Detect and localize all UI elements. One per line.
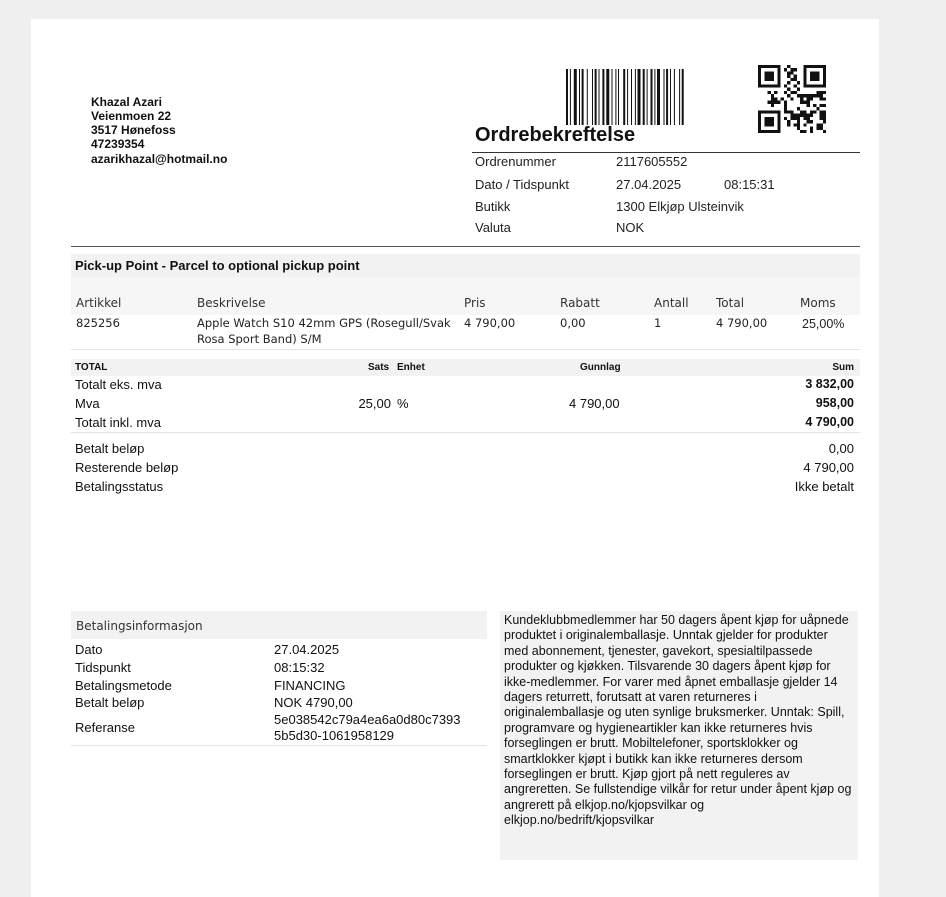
total-inc-vat: 4 790,00 — [805, 415, 854, 429]
col-description: Beskrivelse — [197, 296, 266, 310]
pay-method: FINANCING — [274, 678, 346, 693]
customer-name: Khazal Azari — [91, 95, 162, 109]
qr-code — [758, 65, 826, 133]
order-date: 27.04.2025 — [616, 177, 682, 192]
pay-date-label: Dato — [75, 642, 103, 657]
pay-time-label: Tidspunkt — [75, 660, 131, 675]
barcode — [566, 69, 718, 125]
remaining-amount: 4 790,00 — [803, 460, 854, 475]
pay-method-label: Betalingsmetode — [75, 678, 172, 693]
title-divider — [472, 152, 860, 153]
customer-phone: 47239354 — [91, 137, 145, 151]
return-terms: Kundeklubbmedlemmer har 50 dagers åpent kjøp for uåpnede produktet i originalemballasje. Unntak gjelder for produkter med abonnement, tjenester, gavekort, spesialtilpassede produkter og kjøkken. Tilsvarende 30 dagers åpent kjøp for ikke-medlemmer. For varer med åpnet emballasje gjelder 14 dagers returrett, forutsatt at varen returneres i originalemballasje og uten synlige bruksmerker. Unntak: Spill, programvare og hygieneartikler kan ikke returneres hvis forseglingen er brutt. Mobiltelefoner, sportsklokker og smartklokker kjøpt i butikk kan ikke returneres dersom forseglingen er brutt. Kjøp gjort på nett reguleres av angreretten. Se fullstendige vilkår for retur under åpent kjøp og angrerett på elkjop.no/kjopsvilkar og elkjop.no/bedrift/kjopsvilkar — [500, 611, 858, 860]
item-discount: 0,00 — [560, 316, 586, 330]
item-price: 4 790,00 — [464, 316, 516, 330]
col-price: Pris — [464, 296, 486, 310]
vat-sum: 958,00 — [815, 396, 854, 410]
pay-reference-line1: 5e038542c79a4ea6a0d80c7393 — [274, 712, 461, 727]
remaining-amount-label: Resterende beløp — [75, 460, 179, 475]
customer-street: Veienmoen 22 — [91, 109, 172, 123]
item-total: 4 790,00 — [716, 316, 768, 330]
total-ex-vat-label: Totalt eks. mva — [75, 377, 162, 392]
vat-rate: 25,00 — [358, 396, 391, 411]
section-divider — [71, 246, 860, 247]
totals-header-rate: Sats — [368, 362, 390, 373]
item-article: 825256 — [76, 316, 120, 330]
total-inc-vat-label: Totalt inkl. mva — [75, 415, 161, 430]
pay-amount-label: Betalt beløp — [75, 695, 145, 710]
item-row-divider — [71, 349, 860, 350]
payment-info-title: Betalingsinformasjon — [76, 619, 203, 633]
pay-reference-line2: 5b5d30-1061958129 — [274, 728, 395, 743]
currency-label: Valuta — [475, 220, 511, 235]
vat-label: Mva — [75, 396, 100, 411]
col-discount: Rabatt — [560, 296, 600, 310]
order-time: 08:15:31 — [724, 177, 775, 192]
col-article: Artikkel — [76, 296, 122, 310]
currency: NOK — [616, 220, 645, 235]
payment-info-divider — [71, 745, 487, 746]
totals-header-bg — [71, 359, 860, 376]
vat-unit: % — [397, 396, 409, 411]
totals-header-sum: Sum — [832, 362, 854, 373]
payment-status: Ikke betalt — [794, 479, 854, 494]
store-label: Butikk — [475, 199, 511, 214]
pay-reference-label: Referanse — [75, 720, 135, 735]
totals-header-unit: Enhet — [397, 362, 425, 373]
customer-postal: 3517 Hønefoss — [91, 123, 176, 137]
col-vat: Moms — [800, 296, 836, 310]
item-vat: 25,00% — [802, 317, 845, 331]
totals-header-total: TOTAL — [75, 362, 108, 373]
pay-date: 27.04.2025 — [274, 642, 340, 657]
item-desc-line1: Apple Watch S10 42mm GPS (Rosegull/Svak — [197, 316, 451, 330]
shipping-method: Pick-up Point - Parcel to optional pickup point — [75, 258, 360, 273]
order-number-label: Ordrenummer — [475, 154, 556, 169]
paid-amount-label: Betalt beløp — [75, 441, 145, 456]
total-ex-vat: 3 832,00 — [805, 377, 854, 391]
col-qty: Antall — [654, 296, 689, 310]
totals-header-base: Gunnlag — [580, 362, 621, 373]
vat-base: 4 790,00 — [569, 396, 620, 411]
item-desc-line2: Rosa Sport Band) S/M — [197, 332, 322, 346]
payment-status-label: Betalingsstatus — [75, 479, 164, 494]
totals-divider — [71, 432, 860, 433]
paid-amount: 0,00 — [828, 441, 854, 456]
receipt-page — [31, 19, 879, 897]
order-number: 2117605552 — [616, 154, 688, 169]
datetime-label: Dato / Tidspunkt — [475, 177, 569, 192]
pay-amount: NOK 4790,00 — [274, 695, 353, 710]
customer-email: azarikhazal@hotmail.no — [91, 152, 228, 166]
pay-time: 08:15:32 — [274, 660, 325, 675]
item-qty: 1 — [654, 316, 662, 330]
document-title: Ordrebekreftelse — [475, 124, 636, 146]
store: 1300 Elkjøp Ulsteinvik — [616, 199, 744, 214]
col-total: Total — [716, 296, 745, 310]
